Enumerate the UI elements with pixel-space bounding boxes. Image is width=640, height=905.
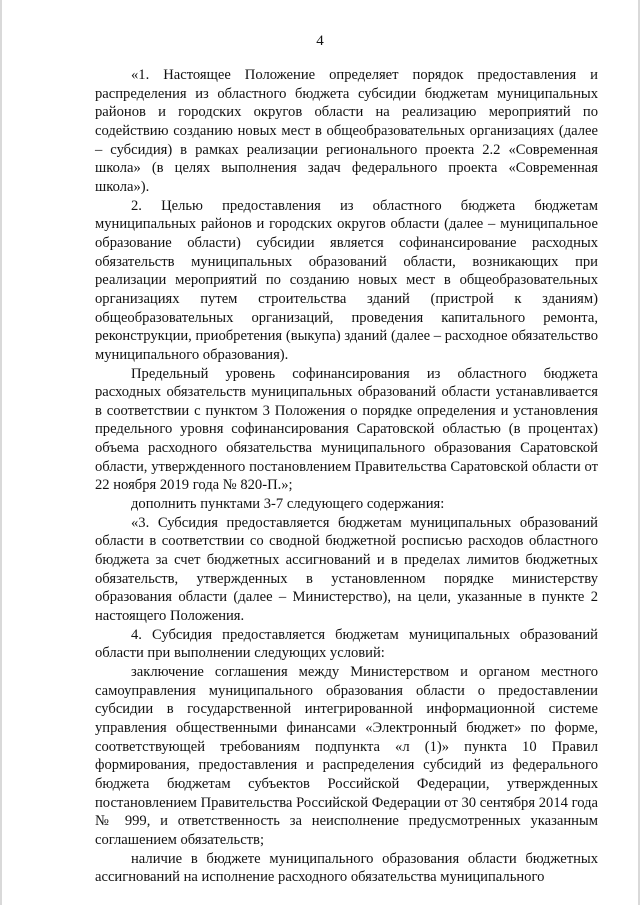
paragraph-8: наличие в бюджете муниципального образования области бюджетных ассигнований на исполнение расходного обязательства муниципального <box>95 850 598 886</box>
scan-edge-left <box>0 0 2 905</box>
paragraph-4: дополнить пунктами 3-7 следующего содержания: <box>131 496 445 513</box>
document-body <box>95 66 598 887</box>
paragraph-5: «3. Субсидия предоставляется бюджетам муниципальных образований области в соответствии со сводной бюджетной росписью расходов областного бюджета за счет бюджетных ассигнований и в пределах лимитов бюджетных обязательств, утвержденных в установленном порядке министерству образования области (далее – Министерство), на цели, указанные в пункте 2 настоящего Положения. <box>95 514 598 625</box>
paragraph-1: «1. Настоящее Положение определяет порядок предоставления и распределения из областного бюджета субсидии бюджетам муниципальных районов и городских округов области на реализацию мероприятий по содействию созданию новых мест в общеобразовательных организациях (далее – субсидия) в рамках реализации регионального проекта 2.2 «Современная школа» (в целях выполнения задач федерального проекта «Современная школа»). <box>95 67 598 195</box>
paragraph-3: Предельный уровень софинансирования из областного бюджета расходных обязательств муниципальных образований области устанавливается в соответствии с пунктом 3 Положения о порядке определения и установления предельного уровня софинансирования Саратовской областью (в процентах) объема расходного обязательства муниципального образования Саратовской области, утвержденного постановлением Правительства Саратовской области от 22 ноября 2019 года № 820-П.»; <box>95 365 598 494</box>
page-number: 4 <box>316 33 324 49</box>
paragraph-2: 2. Целью предоставления из областного бюджета бюджетам муниципальных районов и городских округов области (далее – муниципальное образование области) субсидии является софинансирование расходных обязательств муниципальных образований области, возникающих при реализации мероприятий по созданию новых мест в общеобразовательных организациях путем строительства зданий (пристрой к зданиям) общеобразовательных организаций, проведения капитального ремонта, реконструкции, приобретения (выкупа) зданий (далее – расходное обязательство муниципального образования). <box>95 197 598 363</box>
paragraph-7: заключение соглашения между Министерством и органом местного самоуправления муниципального образования области о предоставлении субсидии в государственной интегрированной информационной системе управления общественными финансами «Электронный бюджет» по форме, соответствующей требованиям подпункта «л (1)» пункта 10 Правил формирования, предоставления и распределения субсидий из федерального бюджета бюджетам субъектов Российской Федерации, утвержденных постановлением Правительства Российской Федерации от 30 сентября 2014 года № 999, и ответственность за неисполнение предусмотренных указанным соглашением обязательств; <box>95 664 598 848</box>
paragraph-6: 4. Субсидия предоставляется бюджетам муниципальных образований области при выполнении следующих условий: <box>95 626 598 662</box>
